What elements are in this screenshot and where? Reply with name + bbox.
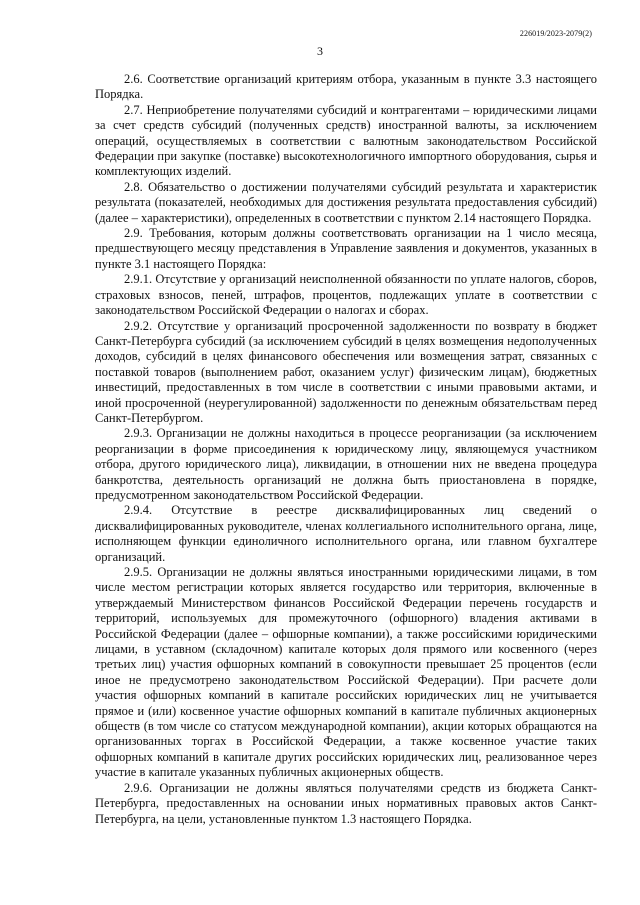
paragraph-2-7: 2.7. Неприобретение получателями субсидий и контрагентами – юридическими лицами за счет средств субсидий (полученных средств) иностранной валюты, за исключением операций, осуществляемых в соответствии с валютным законодательством Российской Федерации при закупке (поставке) высокотехнологичного импортного оборудования, сырья и комплектующих изделий.: [95, 102, 597, 179]
paragraph-2-6: 2.6. Соответствие организаций критериям отбора, указанным в пункте 3.3 настоящего Порядка.: [95, 72, 597, 102]
document-number: 226019/2023-2079(2): [519, 29, 592, 38]
paragraph-2-9-1: 2.9.1. Отсутствие у организаций неисполненной обязанности по уплате налогов, сборов, страховых взносов, пеней, штрафов, процентов, подлежащих уплате в соответствии с законодательством Российской Федерации о налогах и сборах.: [95, 272, 597, 318]
paragraph-2-8: 2.8. Обязательство о достижении получателями субсидий результата и характеристик результата (показателей, необходимых для достижения результата предоставления субсидий) (далее – характеристики), определенных в соответствии с пунктом 2.14 настоящего Порядка.: [95, 179, 597, 225]
page-number: 3: [317, 44, 323, 58]
paragraph-2-9-2: 2.9.2. Отсутствие у организаций просроченной задолженности по возврату в бюджет Санкт-Петербурга субсидий (за исключением субсидий в целях возмещения недополученных доходов, субсидий в целях финансового обеспечения или возмещения затрат, связанных с поставкой товаров (выполнением работ, оказанием услуг) физическим лицам), бюджетных инвестиций, предоставленных в том числе в соответствии с иными правовыми актами, и иной просроченной (неурегулированной) задолженности по денежным обязательствам перед Санкт-Петербургом.: [95, 318, 597, 425]
paragraph-2-9-4: 2.9.4. Отсутствие в реестре дисквалифицированных лиц сведений о дисквалифицированных руководителе, членах коллегиального исполнительного органа, лице, исполняющем функции единоличного исполнительного органа, или главном бухгалтере организаций.: [95, 503, 597, 564]
document-body: [95, 72, 597, 827]
paragraph-2-9-6: 2.9.6. Организации не должны являться получателями средств из бюджета Санкт-Петербурга, предоставленных на основании иных нормативных правовых актов Санкт-Петербурга, на цели, установленные пунктом 1.3 настоящего Порядка.: [95, 780, 597, 826]
paragraph-2-9-3: 2.9.3. Организации не должны находиться в процессе реорганизации (за исключением реорганизации в форме присоединения к юридическому лицу, являющемуся участником отбора, другого юридического лица), ликвидации, в отношении них не введена процедура банкротства, деятельность организаций не должна быть приостановлена в порядке, предусмотренном законодательством Российской Федерации.: [95, 426, 597, 502]
paragraph-2-9-5: 2.9.5. Организации не должны являться иностранными юридическими лицами, в том числе местом регистрации которых является государство или территория, включенные в утверждаемый Министерством финансов Российской Федерации перечень государств и территорий, используемых для промежуточного (офшорного) владения активами в Российской Федерации (далее – офшорные компании), а также российскими юридическими лицами, в уставном (складочном) капитале которых доля прямого или косвенного (через третьих лиц) участия офшорных компаний в совокупности превышает 25 процентов (если иное не предусмотрено законодательством Российской Федерации). При расчете доли участия офшорных компаний в капитале российских юридических лиц не учитывается прямое и (или) косвенное участие офшорных компаний в капитале публичных акционерных обществ (в том числе со статусом международной компании), акции которых обращаются на организованных торгах в Российской Федерации, а также косвенное участие таких офшорных компаний в капитале других российских юридических лиц, реализованное через участие в капитале указанных публичных акционерных обществ.: [95, 565, 597, 780]
paragraph-2-9: 2.9. Требования, которым должны соответствовать организации на 1 число месяца, предшествующего месяцу представления в Управление заявления и документов, указанных в пункте 3.1 настоящего Порядка:: [95, 226, 597, 271]
